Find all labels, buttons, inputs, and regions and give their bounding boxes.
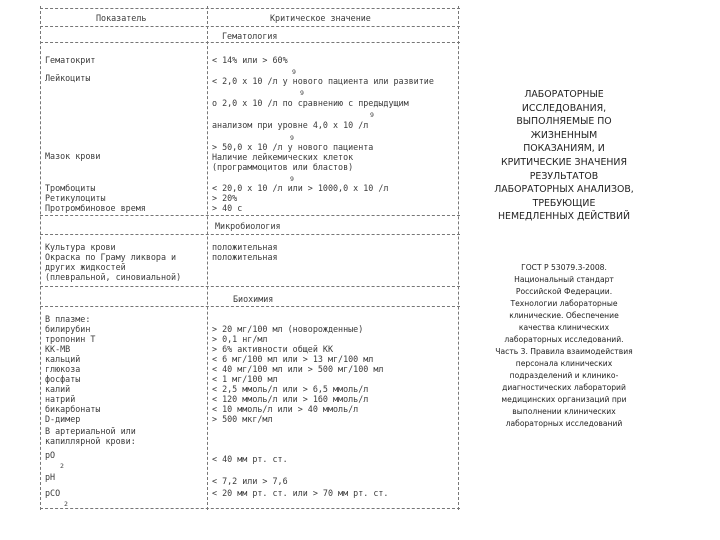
indicator-reticulocytes: Ретикулоциты — [45, 193, 106, 203]
critical-value-hematocrit: < 14% или > 60% — [212, 55, 288, 65]
critical-value-bilirubin: > 20 мг/100 мл (новорожденные) — [212, 324, 364, 334]
section-title-biochemistry: Биохимия — [233, 294, 274, 304]
indicator-hematocrit: Гематокрит — [45, 55, 96, 65]
critical-value-ck-mb: > 6% активности общей КК — [212, 344, 334, 354]
indicator-ph: pH — [45, 472, 56, 482]
table-border-left — [40, 6, 41, 510]
indicator-pco2: pCO — [45, 488, 61, 498]
critical-value-blood-culture: положительная — [212, 242, 278, 252]
table-top-rule — [40, 8, 460, 9]
column-header-indicator: Показатель — [96, 13, 147, 23]
column-header-critical-value: Критическое значение — [270, 13, 371, 23]
critical-value-leukocytes: > 50,0 x 10 /л у нового пациента — [212, 142, 374, 152]
indicator-gram-stain: других жидкостей — [45, 262, 126, 272]
source-description: ГОСТ Р 53079.3-2008. Национальный стандарт Российской Федерации. Технологии лабораторные клинические. Обеспечение качества клинических лабораторных исследований. Часть 3. Правила взаимодействия персонала клинических подразделений и клинико-диагностических лабораторий медицинских организаций при выполнении клинических лабораторных исследований — [495, 263, 633, 428]
indicator-sodium: натрий — [45, 394, 76, 404]
critical-value-leukocytes: < 2,0 x 10 /л у нового пациента или развитие — [212, 76, 434, 86]
indicator-gram-stain: (плевральной, синовиальной) — [45, 272, 182, 282]
superscript: 9 — [290, 134, 294, 142]
indicator-troponin-t: тропонин Т — [45, 334, 96, 344]
superscript: 9 — [300, 89, 304, 97]
superscript: 9 — [292, 68, 296, 76]
header-rule — [40, 26, 460, 27]
indicator-blood-culture: Культура крови — [45, 242, 116, 252]
section-title-hematology: Гематология — [222, 31, 278, 41]
section-rule — [40, 42, 460, 43]
indicator-plasma: В плазме: — [45, 314, 91, 324]
critical-value-leukocytes: о 2,0 x 10 /л по сравнению с предыдущим — [212, 98, 409, 108]
indicator-ck-mb: КК-МВ — [45, 344, 71, 354]
indicator-platelets: Тромбоциты — [45, 183, 96, 193]
section-rule — [40, 234, 460, 235]
critical-value-po2: < 40 мм рт. ст. — [212, 454, 288, 464]
indicator-potassium: калий — [45, 384, 71, 394]
indicator-bicarbonates: бикарбонаты — [45, 404, 101, 414]
critical-value-sodium: < 120 ммоль/л или > 160 ммоль/л — [212, 394, 369, 404]
critical-value-leukocytes: анализом при уровне 4,0 x 10 /л — [212, 120, 369, 130]
indicator-prothrombin-time: Протромбиновое время — [45, 203, 146, 213]
indicator-arterial-blood: В артериальной или — [45, 426, 136, 436]
indicator-phosphates: фосфаты — [45, 374, 81, 384]
section-rule — [40, 215, 460, 216]
indicator-gram-stain: Окраска по Граму ликвора и — [45, 252, 177, 262]
slide-title: ЛАБОРАТОРНЫЕ ИССЛЕДОВАНИЯ, ВЫПОЛНЯЕМЫЕ ПО ЖИЗНЕННЫМ ПОКАЗАНИЯМ, И КРИТИЧЕСКИЕ ЗНАЧЕНИЯ РЕЗУЛЬТАТОВ ЛАБОРАТОРНЫХ АНАЛИЗОВ, ТРЕБУЮЩИЕ НЕМЕДЛЕННЫХ ДЕЙСТВИЙ — [494, 89, 634, 223]
indicator-po2: pO — [45, 450, 56, 460]
section-rule — [40, 286, 460, 287]
subscript: 2 — [60, 462, 64, 470]
critical-value-troponin-t: > 0,1 нг/мл — [212, 334, 268, 344]
indicator-glucose: глюкоза — [45, 364, 81, 374]
indicator-leukocytes: Лейкоциты — [45, 73, 91, 83]
table-border-right — [458, 6, 459, 510]
indicator-capillary-blood: капиллярной крови: — [45, 436, 136, 446]
superscript: 9 — [290, 175, 294, 183]
critical-value-glucose: < 40 мг/100 мл или > 500 мг/100 мл — [212, 364, 384, 374]
table-column-divider — [207, 6, 208, 510]
critical-value-phosphates: < 1 мг/100 мл — [212, 374, 278, 384]
section-rule — [40, 306, 460, 307]
table-bottom-rule — [40, 508, 460, 509]
critical-value-bicarbonates: < 10 ммоль/л или > 40 ммоль/л — [212, 404, 359, 414]
critical-value-reticulocytes: > 20% — [212, 193, 238, 203]
critical-value-gram-stain: положительная — [212, 252, 278, 262]
critical-value-pco2: < 20 мм рт. ст. или > 70 мм рт. ст. — [212, 488, 389, 498]
critical-value-potassium: < 2,5 ммоль/л или > 6,5 ммоль/л — [212, 384, 369, 394]
critical-value-blood-smear: Наличие лейкемических клеток — [212, 152, 354, 162]
indicator-blood-smear: Мазок крови — [45, 151, 101, 161]
critical-value-prothrombin-time: > 40 с — [212, 203, 243, 213]
indicator-d-dimer: D-димер — [45, 414, 81, 424]
critical-value-platelets: < 20,0 x 10 /л или > 1000,0 x 10 /л — [212, 183, 389, 193]
critical-value-blood-smear: (программоцитов или бластов) — [212, 162, 354, 172]
section-title-microbiology: Микробиология — [215, 221, 281, 231]
superscript: 9 — [370, 111, 374, 119]
critical-value-d-dimer: > 500 мкг/мл — [212, 414, 273, 424]
subscript: 2 — [64, 500, 68, 508]
critical-value-ph: < 7,2 или > 7,6 — [212, 476, 288, 486]
indicator-calcium: кальций — [45, 354, 81, 364]
indicator-bilirubin: билирубин — [45, 324, 91, 334]
scanned-table — [40, 6, 460, 510]
critical-value-calcium: < 6 мг/100 мл или > 13 мг/100 мл — [212, 354, 374, 364]
